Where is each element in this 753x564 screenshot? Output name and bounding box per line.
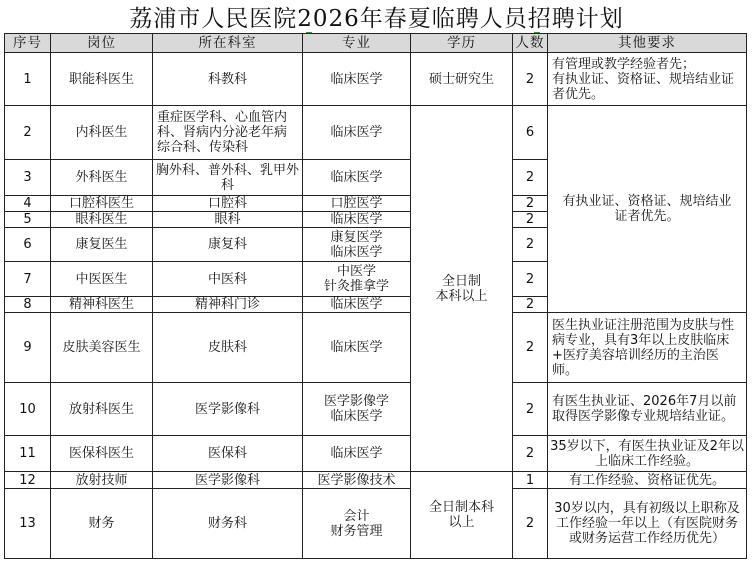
major-cell: 口腔医学 [303, 196, 411, 212]
count-cell: 6 [513, 106, 548, 160]
post-cell: 内科医生 [51, 106, 153, 160]
count-cell: 2 [513, 212, 548, 228]
post-cell: 皮肤美容医生 [51, 313, 153, 383]
header-cell: 所在科室 [153, 34, 303, 53]
row-number: 9 [5, 313, 51, 383]
table-row [5, 106, 747, 160]
header-cell: 序号 [5, 34, 51, 53]
count-cell: 2 [513, 196, 548, 212]
major-cell: 医学影像学 临床医学 [303, 383, 411, 436]
table-row [5, 436, 747, 472]
major-cell: 临床医学 [303, 106, 411, 160]
header-cell: 其他要求 [548, 34, 747, 53]
major-cell: 康复医学 临床医学 [303, 228, 411, 262]
dept-cell: 重症医学科、心血管内科、肾病内分泌老年病综合科、传染科 [153, 106, 303, 160]
major-cell: 会计 财务管理 [303, 489, 411, 559]
education-cell: 全日制 本科以上 [411, 106, 513, 472]
post-cell: 外科医生 [51, 160, 153, 196]
post-cell: 口腔科医生 [51, 196, 153, 212]
major-cell: 中医学 针灸推拿学 [303, 262, 411, 297]
major-cell: 临床医学 [303, 160, 411, 196]
table-header-row [5, 34, 747, 53]
row-number: 5 [5, 212, 51, 228]
table-row [5, 472, 747, 489]
requirement-cell: 有管理或教学经验者先； 有执业证、资格证、规培结业证者优先。 [548, 53, 747, 106]
table-row [5, 313, 747, 383]
row-number: 8 [5, 297, 51, 313]
row-number: 12 [5, 472, 51, 489]
row-number: 4 [5, 196, 51, 212]
dept-cell: 皮肤科 [153, 313, 303, 383]
requirement-cell: 有工作经验、资格证优先。 [548, 472, 747, 489]
count-cell: 2 [513, 228, 548, 262]
post-cell: 财务 [51, 489, 153, 559]
requirement-cell: 35岁以下，有医生执业证及2年以上临床工作经验。 [548, 436, 747, 472]
row-number: 10 [5, 383, 51, 436]
post-cell: 精神科医生 [51, 297, 153, 313]
dept-cell: 口腔科 [153, 196, 303, 212]
requirement-cell: 有医生执业证、2026年7月以前取得医学影像专业规培结业证。 [548, 383, 747, 436]
count-cell: 2 [513, 436, 548, 472]
row-number: 7 [5, 262, 51, 297]
row-number: 2 [5, 106, 51, 160]
requirement-cell: 医生执业证注册范围为皮肤与性病专业，具有3年以上皮肤临床+医疗美容培训经历的主治医师。 [548, 313, 747, 383]
count-cell: 1 [513, 472, 548, 489]
post-cell: 放射科医生 [51, 383, 153, 436]
table-row [5, 383, 747, 436]
header-cell: 专业 [303, 34, 411, 53]
row-number: 3 [5, 160, 51, 196]
major-cell: 临床医学 [303, 53, 411, 106]
post-cell: 医保科医生 [51, 436, 153, 472]
major-cell: 临床医学 [303, 313, 411, 383]
post-cell: 康复医生 [51, 228, 153, 262]
count-cell: 2 [513, 489, 548, 559]
count-cell: 2 [513, 383, 548, 436]
dept-cell: 医保科 [153, 436, 303, 472]
row-number: 6 [5, 228, 51, 262]
row-number: 13 [5, 489, 51, 559]
dept-cell: 科教科 [153, 53, 303, 106]
requirement-cell: 有执业证、资格证、规培结业 证者优先。 [548, 106, 747, 313]
education-cell: 硕士研究生 [411, 53, 513, 106]
education-cell: 全日制本科 以上 [411, 472, 513, 559]
dept-cell: 中医科 [153, 262, 303, 297]
dept-cell: 胸外科、普外科、乳甲外科 [153, 160, 303, 196]
table-row [5, 53, 747, 106]
dept-cell: 康复科 [153, 228, 303, 262]
table-row [5, 489, 747, 559]
dept-cell: 眼科 [153, 212, 303, 228]
post-cell: 职能科医生 [51, 53, 153, 106]
dept-cell: 精神科门诊 [153, 297, 303, 313]
recruitment-table [4, 33, 747, 559]
major-cell: 临床医学 [303, 436, 411, 472]
major-cell: 医学影像技术 [303, 472, 411, 489]
count-cell: 2 [513, 262, 548, 297]
dept-cell: 财务科 [153, 489, 303, 559]
header-cell: 岗位 [51, 34, 153, 53]
major-cell: 临床医学 [303, 297, 411, 313]
dept-cell: 医学影像科 [153, 472, 303, 489]
page-title: 荔浦市人民医院2026年春夏临聘人员招聘计划 [129, 6, 624, 32]
requirement-cell: 30岁以内，具有初级以上职称及工作经验一年以上（有医院财务或财务运营工作经历优先） [548, 489, 747, 559]
count-cell: 2 [513, 53, 548, 106]
count-cell: 2 [513, 297, 548, 313]
post-cell: 放射技师 [51, 472, 153, 489]
count-cell: 2 [513, 313, 548, 383]
header-cell: 人数 [513, 34, 548, 53]
post-cell: 眼科医生 [51, 212, 153, 228]
row-number: 1 [5, 53, 51, 106]
major-cell: 临床医学 [303, 212, 411, 228]
count-cell: 2 [513, 160, 548, 196]
dept-cell: 医学影像科 [153, 383, 303, 436]
post-cell: 中医医生 [51, 262, 153, 297]
header-cell: 学历 [411, 34, 513, 53]
row-number: 11 [5, 436, 51, 472]
